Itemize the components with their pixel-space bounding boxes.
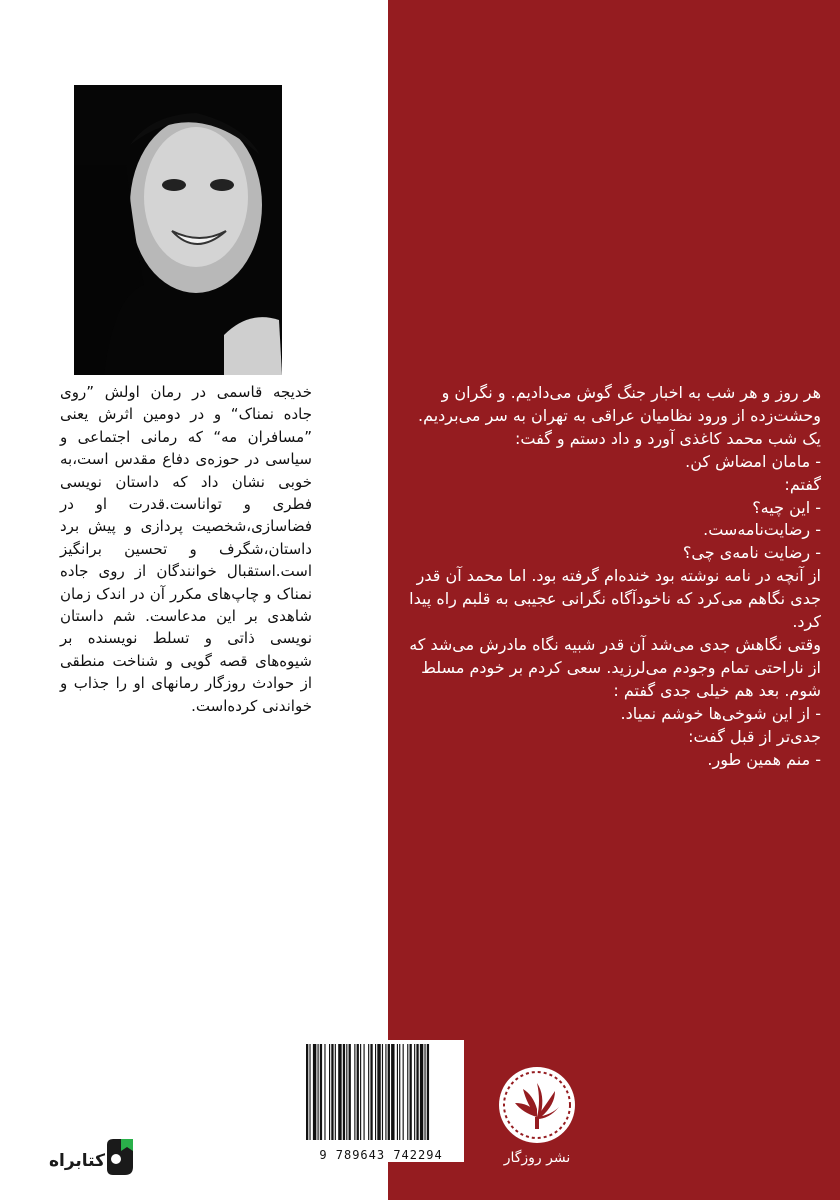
barcode-bar bbox=[399, 1044, 400, 1140]
barcode-bar bbox=[320, 1044, 322, 1140]
barcode-bar bbox=[410, 1044, 412, 1140]
isbn-number: 9 789643 742294 bbox=[319, 1148, 443, 1162]
barcode-bar bbox=[357, 1044, 359, 1140]
excerpt-paragraph: گفتم: bbox=[784, 474, 821, 494]
barcode-bar bbox=[309, 1044, 310, 1140]
barcode-bar bbox=[382, 1044, 383, 1140]
barcode-bar bbox=[407, 1044, 408, 1140]
publisher-name: نشر روزگار bbox=[503, 1150, 571, 1166]
barcode-bar bbox=[364, 1044, 365, 1140]
barcode-bar bbox=[329, 1044, 330, 1140]
barcode-bar bbox=[377, 1044, 380, 1140]
barcode-bar bbox=[318, 1044, 319, 1140]
excerpt-paragraph: - این چیه؟ bbox=[752, 497, 821, 517]
publisher-logo-icon bbox=[497, 1065, 577, 1145]
author-biography: خدیجه قاسمی در رمان اولش ”روی جاده نمناک“ و در دومین اثرش یعنی ”مسافران مه“ که رمانی اجتماعی و سیاسی در حوزه‌ی دفاع مقدس است،به خوبی نشان داد که داستان نویسی فطری و تواناست.قدرت او در فضاسازی،شخصیت پردازی و پیش برد داستان،شگرف و تحسین برانگیز است.استقبال خوانندگان از روی جاده نمناک و چاپ‌های مکرر آن در اندک زمان شاهدی بر این مدعاست. شم داستان نویسی ذاتی و تسلط نویسنده بر شیوه‌های قصه گویی و شناخت منطقی از حوادث روزگار رمانهای او را جذاب و خواندنی کرده‌است. bbox=[60, 383, 312, 715]
barcode-bar bbox=[370, 1044, 372, 1140]
barcode-bar bbox=[388, 1044, 390, 1140]
barcode-bar bbox=[331, 1044, 333, 1140]
excerpt-paragraph: - رضایت نامه‌ی چی؟ bbox=[682, 543, 821, 563]
bookmark-icon bbox=[103, 1137, 137, 1177]
isbn-barcode bbox=[298, 1040, 464, 1162]
barcode-bar bbox=[360, 1044, 361, 1140]
excerpt-paragraph: - رضایت‌نامه‌ست. bbox=[703, 520, 821, 540]
barcode-bar bbox=[354, 1044, 355, 1140]
barcode-bar bbox=[324, 1044, 325, 1140]
barcode-bar bbox=[391, 1044, 394, 1140]
barcode-bar bbox=[403, 1044, 404, 1140]
barcode-bar bbox=[349, 1044, 351, 1140]
excerpt-paragraph: یک شب محمد کاغذی آورد و داد دستم و گفت: bbox=[515, 428, 821, 448]
barcode-bar bbox=[397, 1044, 398, 1140]
excerpt-paragraph: هر روز و هر شب به اخبار جنگ گوش می‌دادیم. و نگران و وحشت‌زده از ورود نظامیان عراقی به تهران به سر می‌بردیم. bbox=[417, 383, 821, 425]
author-photo bbox=[74, 85, 282, 375]
retailer-name: کتابراه bbox=[48, 1151, 105, 1171]
barcode-bar bbox=[343, 1044, 345, 1140]
barcode-bar bbox=[420, 1044, 423, 1140]
barcode-bar bbox=[306, 1044, 308, 1140]
excerpt-paragraph: - از این شوخی‌ها خوشم نمیاد. bbox=[620, 703, 821, 723]
excerpt-paragraph: - منم همین طور. bbox=[707, 749, 821, 769]
barcode-bar bbox=[335, 1044, 336, 1140]
barcode-bar bbox=[375, 1044, 376, 1140]
barcode-bar bbox=[368, 1044, 369, 1140]
excerpt-paragraph: از آنچه در نامه نوشته بود خنده‌ام گرفته بود. اما محمد آن قدر جدی نگاهم می‌کرد که ناخودآگاه نگرانی عجیبی به قلبم راه پیدا کرد. bbox=[409, 566, 821, 632]
excerpt-paragraph: - مامان امضاش کن. bbox=[685, 451, 821, 471]
barcode-bar bbox=[414, 1044, 415, 1140]
barcode-bar bbox=[346, 1044, 347, 1140]
barcode-bar bbox=[338, 1044, 341, 1140]
retailer-logo bbox=[35, 1137, 135, 1177]
book-excerpt bbox=[401, 382, 821, 771]
barcode-bar bbox=[427, 1044, 429, 1140]
excerpt-paragraph: وقتی نگاهش جدی می‌شد آن قدر شبیه نگاه مادرش می‌شد که از ناراحتی تمام وجودم می‌لرزید. سعی کردم بر خودم مسلط شوم. بعد هم خیلی جدی گفتم : bbox=[409, 634, 821, 700]
barcode-bar bbox=[385, 1044, 386, 1140]
excerpt-paragraph: جدی‌تر از قبل گفت: bbox=[688, 726, 821, 746]
barcode-bar bbox=[313, 1044, 316, 1140]
author-portrait-image bbox=[74, 85, 282, 375]
barcode-bar bbox=[416, 1044, 418, 1140]
barcode-bar bbox=[424, 1044, 425, 1140]
barcode-bars bbox=[298, 1040, 464, 1144]
